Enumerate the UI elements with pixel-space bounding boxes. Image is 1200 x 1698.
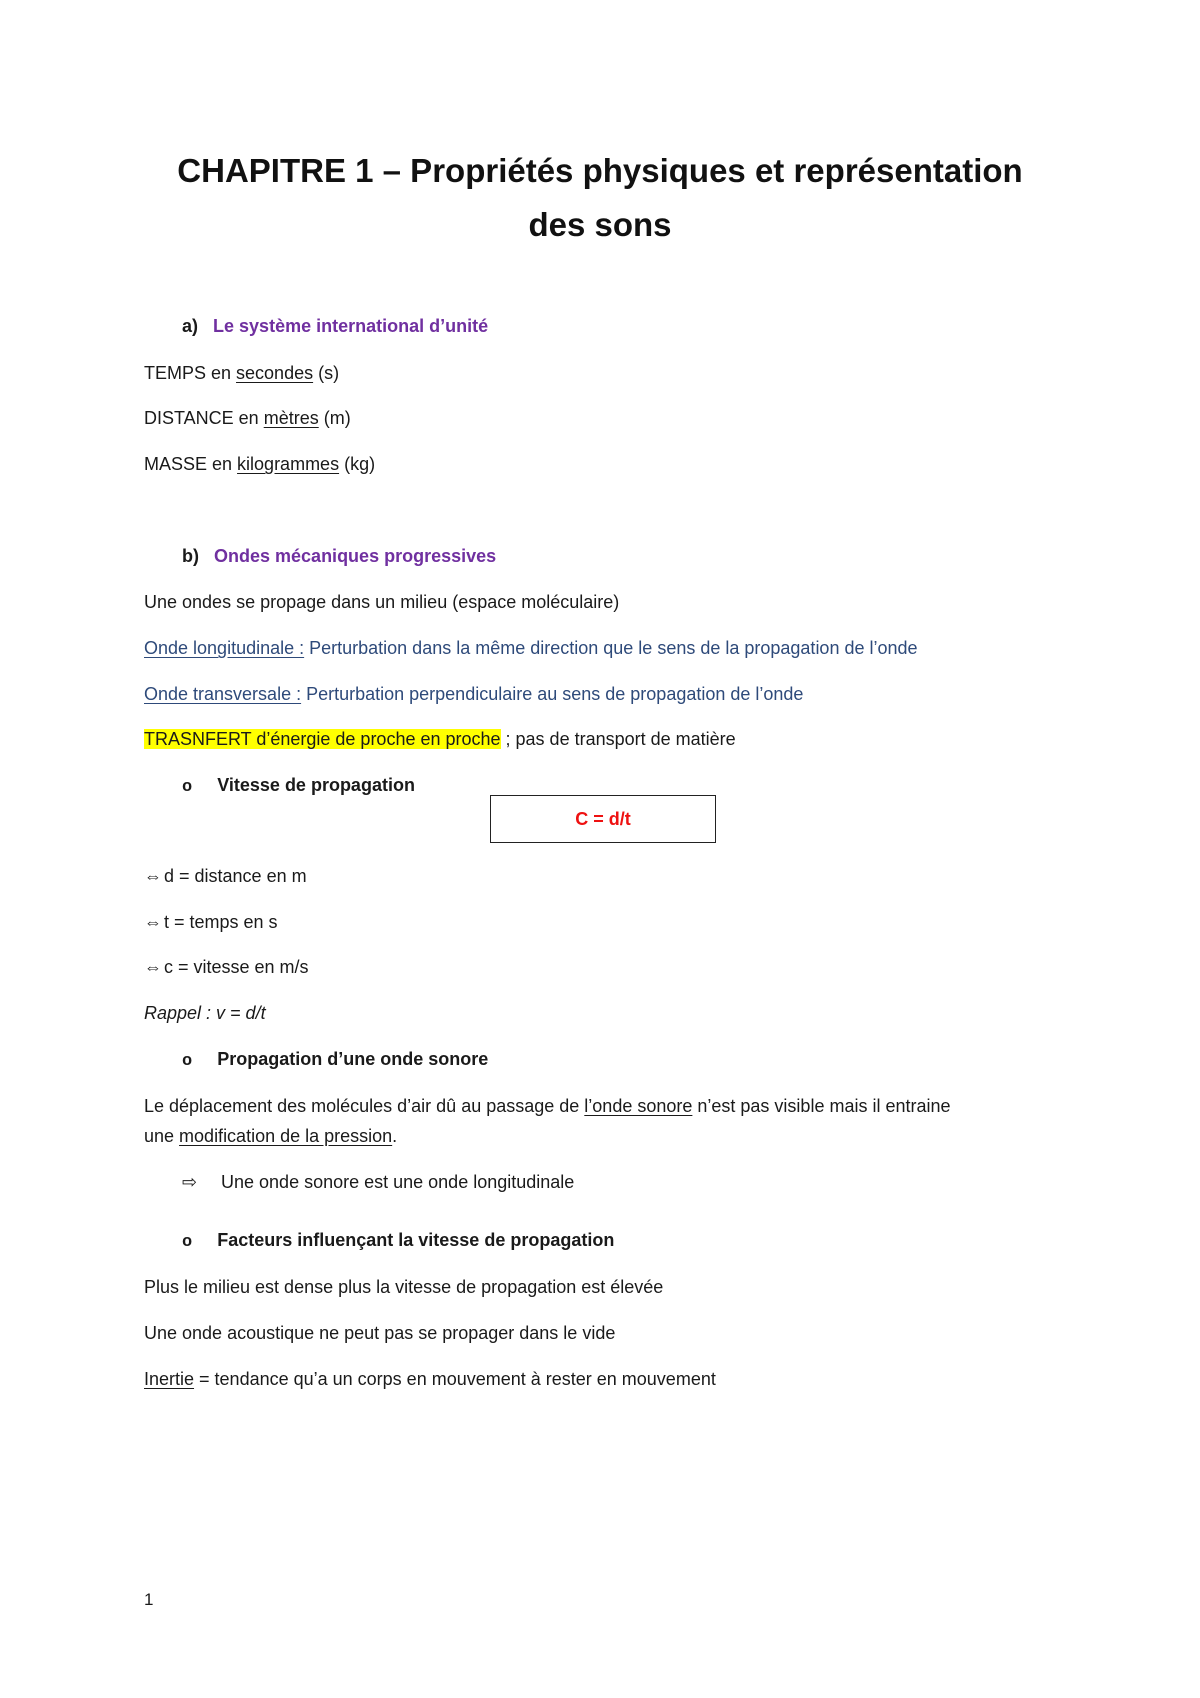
factors-line-density: Plus le milieu est dense plus la vitesse de propagation est élevée bbox=[144, 1277, 664, 1297]
page-title-line-2: des sons bbox=[528, 206, 672, 243]
definition-distance: ⇔ d = distance en m bbox=[144, 866, 307, 886]
circle-bullet-icon: o bbox=[182, 1233, 193, 1252]
section-a-letter: a) bbox=[182, 316, 199, 336]
section-a-heading bbox=[182, 314, 488, 338]
energy-transfer-highlight: TRASNFERT d’énergie de proche en proche bbox=[144, 729, 501, 749]
sound-paragraph-line-2: une modification de la pression. bbox=[144, 1126, 398, 1146]
speed-heading: o Vitesse de propagation bbox=[182, 775, 415, 797]
definition-time: ⇔ t = temps en s bbox=[144, 912, 278, 932]
inertia-term: Inertie bbox=[144, 1369, 195, 1389]
unit-line-mass: MASSE en kilogrammes (kg) bbox=[144, 454, 376, 474]
unit-line-time: TEMPS en secondes (s) bbox=[144, 363, 340, 383]
section-b-heading bbox=[182, 544, 496, 568]
transversal-term: Onde transversale : bbox=[144, 684, 302, 704]
sound-paragraph-line-1: Le déplacement des molécules d’air dû au passage de l’onde sonore n’est pas visible mais il entraine bbox=[144, 1096, 951, 1116]
energy-transfer-line: TRASNFERT d’énergie de proche en proche ; pas de transport de matière bbox=[144, 729, 736, 749]
sound-propagation-heading: o Propagation d’une onde sonore bbox=[182, 1049, 489, 1071]
double-arrow-icon: ⇔ bbox=[144, 912, 162, 932]
longitudinal-definition: Onde longitudinale : Perturbation dans la même direction que le sens de la propagation de l’onde bbox=[144, 638, 918, 658]
inertia-definition: Inertie = tendance qu’a un corps en mouvement à rester en mouvement bbox=[144, 1369, 716, 1389]
factors-line-vacuum: Une onde acoustique ne peut pas se propager dans le vide bbox=[144, 1323, 616, 1343]
waves-intro: Une ondes se propage dans un milieu (espace moléculaire) bbox=[144, 592, 620, 612]
circle-bullet-icon: o bbox=[182, 1052, 193, 1071]
sound-conclusion: ⇨ Une onde sonore est une onde longitudinale bbox=[182, 1172, 575, 1192]
speed-formula-box: C = d/t bbox=[490, 795, 716, 843]
factors-heading: o Facteurs influençant la vitesse de propagation bbox=[182, 1230, 615, 1252]
transversal-definition: Onde transversale : Perturbation perpendiculaire au sens de propagation de l’onde bbox=[144, 684, 804, 704]
circle-bullet-icon: o bbox=[182, 778, 193, 797]
double-arrow-icon: ⇔ bbox=[144, 957, 162, 977]
unit-line-distance: DISTANCE en mètres (m) bbox=[144, 408, 351, 428]
section-b-letter: b) bbox=[182, 546, 199, 566]
rappel-formula: Rappel : v = d/t bbox=[144, 1003, 266, 1023]
definition-speed: ⇔ c = vitesse en m/s bbox=[144, 957, 309, 977]
double-arrow-icon: ⇔ bbox=[144, 866, 162, 886]
section-b-title: Ondes mécaniques progressives bbox=[214, 546, 497, 566]
longitudinal-term: Onde longitudinale : bbox=[144, 638, 305, 658]
section-a-title: Le système international d’unité bbox=[213, 316, 489, 336]
page-title-line-1: CHAPITRE 1 – Propriétés physiques et représentation bbox=[177, 152, 1023, 189]
page-number: 1 bbox=[144, 1590, 154, 1609]
right-arrow-icon: ⇨ bbox=[182, 1172, 198, 1192]
